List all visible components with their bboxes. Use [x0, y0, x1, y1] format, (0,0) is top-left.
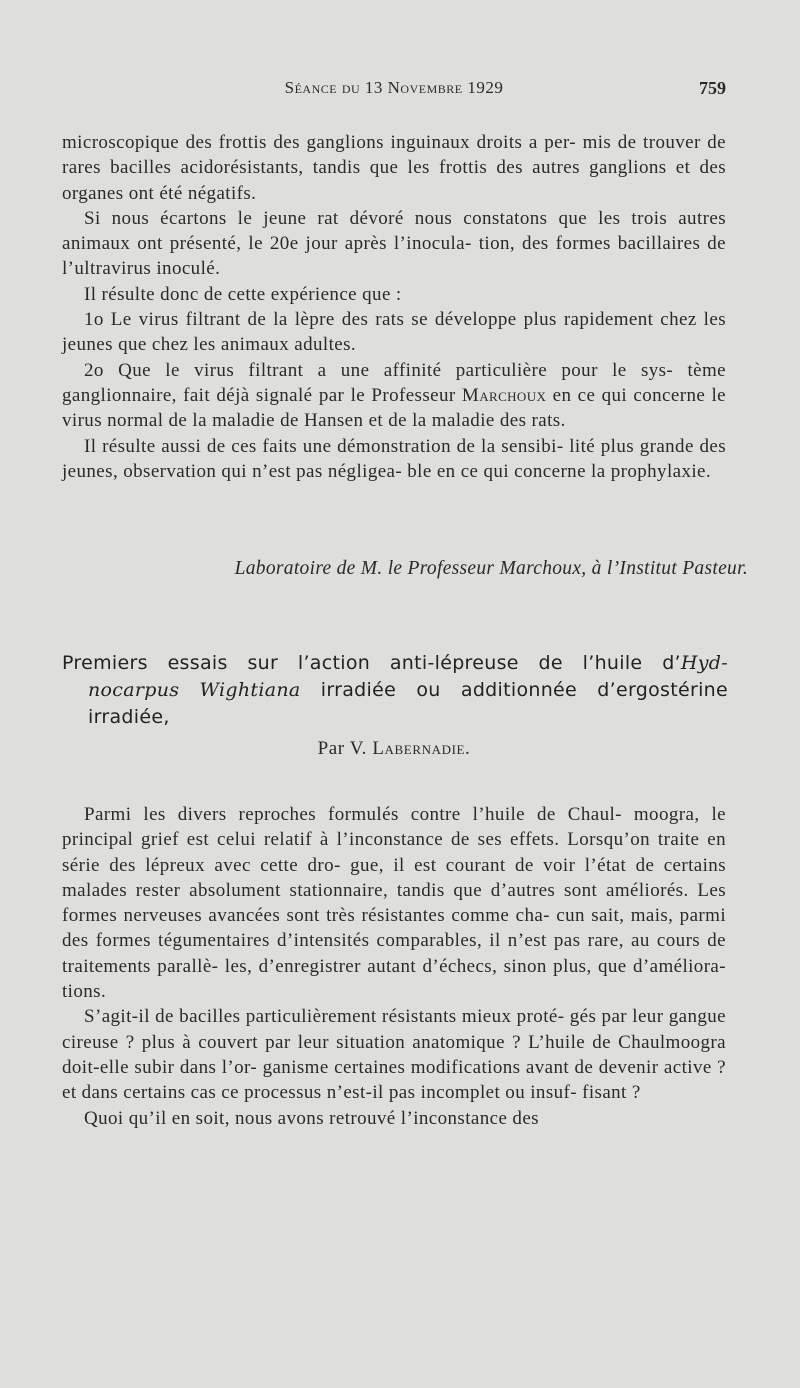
- paragraph: Il résulte donc de cette expérience que :: [84, 283, 402, 305]
- paragraph: S’agit-il de bacilles particulièrement résistants mieux proté- gés par leur gangue cireuse ? plus à couvert par leur situation anatomique ? L’huile de Chaulmoogra doit-elle subir dans l’or- ganisme certaines modifications avant de devenir active ? et dans certains cas ce processus n’est-il pas incomplet ou insuf- fisant ?: [62, 1006, 726, 1104]
- author-prefix: Par V.: [317, 738, 367, 759]
- laboratory-affiliation: Laboratoire de M. le Professeur Marchoux, à l’Institut Pasteur.: [234, 558, 748, 579]
- paragraph: Quoi qu’il en soit, nous avons retrouvé l’inconstance des: [84, 1107, 539, 1129]
- title-line: [62, 677, 728, 704]
- previous-article-text: [62, 130, 726, 484]
- title-line: [62, 650, 728, 677]
- paragraph-text: 2o Que le virus filtrant a une affinité particulière pour le sys- tème ganglionnaire, fait déjà signalé par le Professeur: [62, 359, 726, 406]
- article-author: [62, 738, 726, 760]
- paragraph: 1o Le virus filtrant de la lèpre des rats se développe plus rapidement chez les jeunes que chez les animaux adultes.: [62, 309, 726, 356]
- paragraph: Parmi les divers reproches formulés contre l’huile de Chaul- moogra, le principal grief est celui relatif à l’inconstance de ses effets. Lorsqu’on traite en série des lépreux avec cette dro- gue, il est courant de voir l’état de certains malades rester absolument stationnaire, tandis que d’autres sont améliorés. Les formes nerveuses avancées sont très résistantes comme cha- cun sait, mais, parmi des formes tégumentaires d’intensités comparables, il n’est pas rare, au cours de traitements parallè- les, d’enregistrer autant d’échecs, sinon plus, que d’améliora- tions.: [62, 804, 726, 1003]
- paragraph: Si nous écartons le jeune rat dévoré nous constatons que les trois autres animaux ont présenté, le 20e jour après l’inocula- tion, des formes bacillaires de l’ultravirus inoculé.: [62, 207, 726, 280]
- article-body: [62, 802, 726, 1131]
- running-title: Séance du 13 Novembre 1929: [284, 78, 504, 97]
- page-number: 759: [699, 78, 726, 98]
- title-species: nocarpus Wightiana: [88, 679, 301, 701]
- page-header: [62, 78, 726, 108]
- title-line: irradiée,: [88, 706, 170, 728]
- title-species: Hyd-: [680, 652, 728, 674]
- author-name: Labernadie.: [372, 738, 471, 759]
- paragraph: microscopique des frottis des ganglions inguinaux droits a per- mis de trouver de rares bacilles acidorésistants, tandis que les frottis des autres ganglions et des organes ont été négatifs.: [62, 132, 726, 204]
- author-reference: Marchoux: [461, 384, 547, 406]
- paragraph: Il résulte aussi de ces faits une démonstration de la sensibi- lité plus grande des jeunes, observation qui n’est pas négligea- ble en ce qui concerne la prophylaxie.: [62, 435, 726, 482]
- paragraph-text: en ce qui concerne le virus normal de la maladie de Hansen et de la maladie des rats.: [62, 384, 726, 432]
- article-title: [62, 650, 728, 731]
- title-text: irradiée ou additionnée d’ergostérine: [300, 679, 729, 701]
- title-text: Premiers essais sur l’action anti-lépreuse de l’huile d’: [62, 652, 681, 674]
- paragraph: [62, 358, 726, 434]
